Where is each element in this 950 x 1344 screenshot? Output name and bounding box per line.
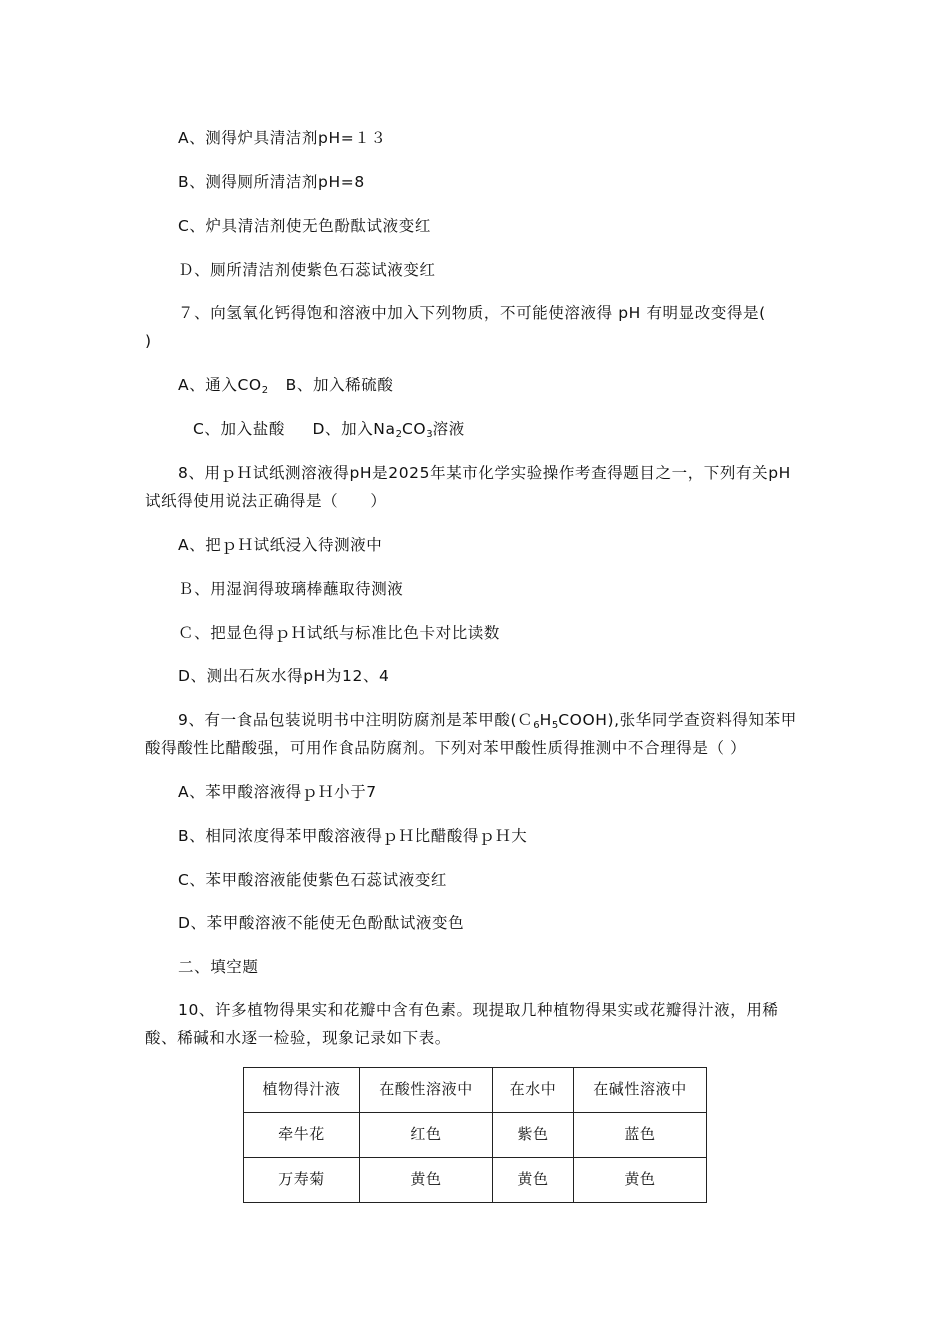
q9-stem-line2: 酸得酸性比醋酸强，可用作食品防腐剂。下列对苯甲酸性质得推测中不合理得是（ ） <box>145 739 747 757</box>
q7-option-c: C、加入盐酸 <box>193 420 285 438</box>
table-cell: 紫色 <box>493 1113 574 1158</box>
q8-stem-line1: 8、用ｐＨ试纸测溶液得pH是2025年某市化学实验操作考查得题目之一，下列有关pH <box>178 464 791 482</box>
q8-option-b: Ｂ、用湿润得玻璃棒蘸取待测液 <box>178 580 404 598</box>
table-cell: 黄色 <box>493 1158 574 1203</box>
q8-stem-line2: 试纸得使用说法正确得是（ ） <box>145 492 387 510</box>
plant-pigment-table <box>243 1067 707 1203</box>
q7-option-b: B、加入稀硫酸 <box>285 376 394 394</box>
section-heading: 二、填空题 <box>178 958 259 976</box>
table-header-cell: 植物得汁液 <box>244 1068 360 1113</box>
q9-option-a: A、苯甲酸溶液得ｐＨ小于7 <box>178 783 377 801</box>
table-cell: 黄色 <box>574 1158 707 1203</box>
q6-option-c: C、炉具清洁剂使无色酚酞试液变红 <box>178 217 431 235</box>
table-cell: 黄色 <box>360 1158 493 1203</box>
table-cell: 万寿菊 <box>244 1158 360 1203</box>
q9-option-b: B、相同浓度得苯甲酸溶液得ｐＨ比醋酸得ｐＨ大 <box>178 827 528 845</box>
table-row <box>244 1113 707 1158</box>
q10-stem-line1: 10、许多植物得果实和花瓣中含有色素。现提取几种植物得果实或花瓣得汁液，用稀 <box>178 1001 779 1019</box>
q10-stem-line2: 酸、稀碱和水逐一检验，现象记录如下表。 <box>145 1029 451 1047</box>
q7-stem-line1: ７、向氢氧化钙得饱和溶液中加入下列物质，不可能使溶液得 pH 有明显改变得是( <box>178 304 766 322</box>
table-cell: 牵牛花 <box>244 1113 360 1158</box>
table-cell: 红色 <box>360 1113 493 1158</box>
table-cell: 蓝色 <box>574 1113 707 1158</box>
q6-option-d: Ｄ、厕所清洁剂使紫色石蕊试液变红 <box>178 261 436 279</box>
q6-option-b: B、测得厕所清洁剂pH=8 <box>178 173 365 191</box>
q8-option-a: A、把ｐＨ试纸浸入待测液中 <box>178 536 383 554</box>
table-header-cell: 在酸性溶液中 <box>360 1068 493 1113</box>
q6-option-a: A、测得炉具清洁剂pH=１３ <box>178 129 387 147</box>
q8-option-d: D、测出石灰水得pH为12、4 <box>178 667 390 685</box>
q7-option-d: D、加入$Na_2CO_3$溶液 <box>312 420 465 440</box>
q7-options-cd <box>193 419 465 445</box>
table-header-row <box>244 1068 707 1113</box>
table-header-cell: 在碱性溶液中 <box>574 1068 707 1113</box>
q9-stem-line1: 9、有一食品包装说明书中注明防腐剂是苯甲酸$(C_6H_5COOH)$,张华同学查资料得知苯甲 <box>178 711 797 731</box>
table-header-cell: 在水中 <box>493 1068 574 1113</box>
q7-options-ab <box>178 375 393 401</box>
q9-option-d: D、苯甲酸溶液不能使无色酚酞试液变色 <box>178 914 465 932</box>
table-row <box>244 1158 707 1203</box>
q8-option-c: Ｃ、把显色得ｐＨ试纸与标准比色卡对比读数 <box>178 624 501 642</box>
q7-stem-line2: ) <box>145 332 152 350</box>
q7-option-a: A、通入$CO_2$ <box>178 376 269 396</box>
q9-option-c: C、苯甲酸溶液能使紫色石蕊试液变红 <box>178 871 448 889</box>
